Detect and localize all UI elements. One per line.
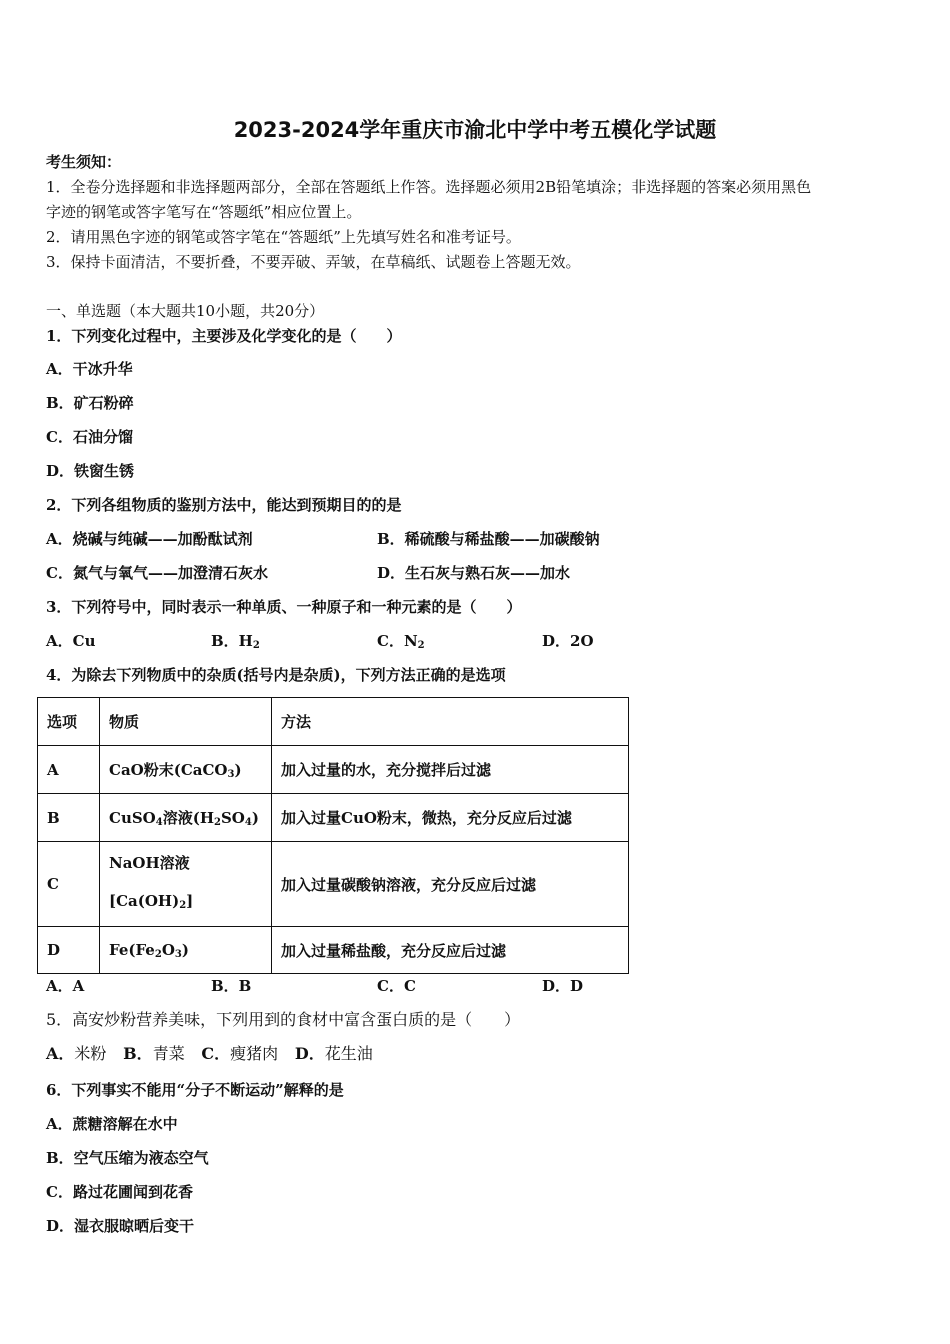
table-row (38, 794, 629, 842)
q6-stem: 6．下列事实不能用“分子不断运动”解释的是 (46, 1081, 344, 1099)
q6-option-b: B．空气压缩为液态空气 (46, 1149, 209, 1167)
q5-option-b-text: 青菜 (152, 1044, 185, 1063)
q5-stem: 5．高安炒粉营养美味，下列用到的食材中富含蛋白质的是（ ） (46, 1010, 521, 1029)
q1-option-d: D．铁窗生锈 (46, 462, 135, 480)
q5-option-b-label: B． (123, 1044, 153, 1063)
q5-option-d-label: D． (294, 1044, 325, 1063)
row-key: C (38, 842, 100, 927)
notice-heading: 考生须知： (46, 153, 122, 171)
header-cell: 选项 (38, 698, 100, 746)
row-key: A (38, 746, 100, 794)
row-substance: $Fe(Fe_2O_3)$ (100, 927, 272, 974)
q3-option-b: B．$H_2$ (211, 632, 260, 651)
row-method: 加入过量稀盐酸，充分反应后过滤 (272, 927, 629, 974)
q2-option-a: A．烧碱与纯碱——加酚酞试剂 (46, 530, 253, 548)
row-substance: CaO粉末(CaCO$_3$) (100, 746, 272, 794)
q5-options (46, 1044, 373, 1064)
q4-option-d: D．D (542, 977, 584, 995)
row-substance: NaOH溶液 $[Ca(OH)_2]$ (100, 842, 272, 927)
q2-option-d: D．生石灰与熟石灰——加水 (377, 564, 571, 582)
header-cell: 物质 (100, 698, 272, 746)
section-heading: 一、单选题（本大题共10小题，共20分） (46, 302, 325, 320)
q1-stem: 1．下列变化过程中，主要涉及化学变化的是（ ） (46, 327, 402, 345)
table-row (38, 842, 629, 927)
table-row (38, 746, 629, 794)
row-method: 加入过量碳酸钠溶液，充分反应后过滤 (272, 842, 629, 927)
q4-stem: 4．为除去下列物质中的杂质(括号内是杂质)，下列方法正确的是选项 (46, 666, 506, 684)
row-key: D (38, 927, 100, 974)
q3-stem: 3．下列符号中，同时表示一种单质、一种原子和一种元素的是（ ） (46, 598, 522, 616)
page-title: 2023-2024学年重庆市渝北中学中考五模化学试题 (233, 118, 717, 142)
notice-item: 3．保持卡面清洁，不要折叠，不要弄破、弄皱，在草稿纸、试题卷上答题无效。 (46, 253, 581, 271)
q5-option-a-label: A． (46, 1044, 75, 1063)
q5-option-c-label: C． (201, 1044, 231, 1063)
q6-option-c: C．路过花圃闻到花香 (46, 1183, 193, 1201)
q3-option-d: D．2O (542, 632, 594, 650)
q1-option-c: C．石油分馏 (46, 428, 133, 446)
row-method: 加入过量CuO粉末，微热，充分反应后过滤 (272, 794, 629, 842)
notice-item: 1．全卷分选择题和非选择题两部分，全部在答题纸上作答。选择题必须用2B铅笔填涂；非选择题的答案必须用黑色 (46, 178, 812, 196)
notice-item: 2．请用黑色字迹的钢笔或答字笔在“答题纸”上先填写姓名和准考证号。 (46, 228, 521, 246)
row-substance: CuSO$_4$溶液$(H_2SO_4)$ (100, 794, 272, 842)
q3-option-c: C．$N_2$ (377, 632, 425, 651)
q2-option-c: C．氮气与氧气——加澄清石灰水 (46, 564, 268, 582)
row-key: B (38, 794, 100, 842)
q4-option-a: A．A (46, 977, 85, 995)
q6-option-d: D．湿衣服晾晒后变干 (46, 1217, 195, 1235)
q2-option-b: B．稀硫酸与稀盐酸——加碳酸钠 (377, 530, 600, 548)
q5-option-d-text: 花生油 (324, 1044, 373, 1063)
q1-option-a: A．干冰升华 (46, 360, 133, 378)
q1-option-b: B．矿石粉碎 (46, 394, 134, 412)
q4-option-b: B．B (211, 977, 252, 995)
table-row (38, 927, 629, 974)
q2-stem: 2．下列各组物质的鉴别方法中，能达到预期目的的是 (46, 496, 402, 514)
q5-option-c-text: 瘦猪肉 (230, 1044, 279, 1063)
q5-option-a-text: 米粉 (74, 1044, 107, 1063)
q3-option-a: A．Cu (46, 632, 96, 650)
notice-item: 字迹的钢笔或答字笔写在“答题纸”相应位置上。 (46, 203, 362, 221)
q6-option-a: A．蔗糖溶解在水中 (46, 1115, 178, 1133)
table-header-row (38, 698, 629, 746)
q4-option-c: C．C (377, 977, 416, 995)
header-cell: 方法 (272, 698, 629, 746)
q4-table (37, 697, 629, 974)
row-method: 加入过量的水，充分搅拌后过滤 (272, 746, 629, 794)
